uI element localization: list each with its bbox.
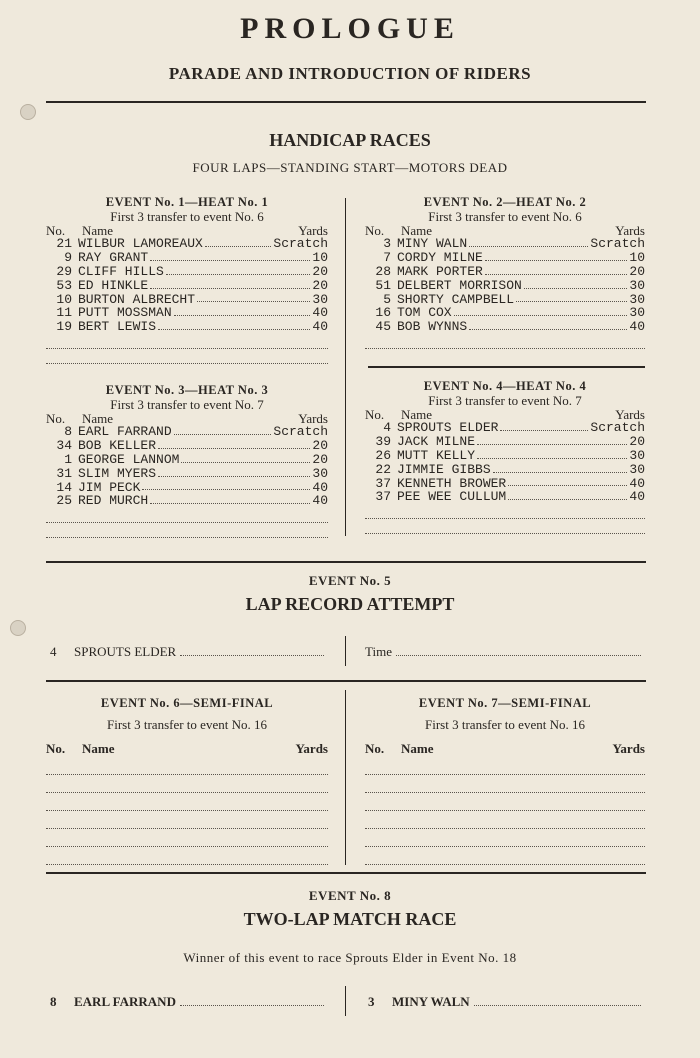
semifinal-title: EVENT No. 6—SEMI-FINAL	[100, 696, 274, 710]
rider-no: 11	[56, 305, 72, 321]
divider-top	[46, 101, 646, 103]
dot-leader	[508, 490, 627, 500]
column-no: No.	[46, 410, 66, 426]
rider-yards: 20	[312, 277, 328, 293]
rider-yards: 30	[629, 447, 645, 463]
blank-entry-line	[46, 831, 328, 847]
heat-transfer-note: First 3 transfer to event No. 6	[110, 208, 264, 224]
rider-row	[365, 237, 645, 251]
rider-yards: 30	[629, 277, 645, 293]
dot-leader	[493, 463, 628, 473]
heat-title: EVENT No. 4—HEAT No. 4	[423, 379, 587, 393]
rider-row	[46, 320, 328, 334]
rider-name: CLIFF HILLS	[78, 263, 164, 279]
semifinal-transfer-note: First 3 transfer to event No. 16	[107, 717, 267, 732]
heat-2	[365, 196, 645, 349]
dot-leader	[469, 320, 627, 330]
rider-yards: Scratch	[590, 420, 645, 436]
rider-name: JIM PECK	[78, 479, 141, 495]
rider-yards: Scratch	[273, 236, 328, 252]
heat-3	[46, 384, 328, 538]
rider-name: WILBUR LAMOREAUX	[78, 236, 203, 252]
rider-row	[365, 293, 645, 307]
dot-leader	[181, 453, 310, 463]
rider-yards: 20	[312, 263, 328, 279]
blank-entry-line	[46, 777, 328, 793]
event8-right-leader	[474, 994, 641, 1006]
rider-name: EARL FARRAND	[78, 424, 172, 440]
divider-event8-vertical	[345, 986, 346, 1016]
handicap-title: HANDICAP RACES	[269, 130, 431, 150]
column-yards: Yards	[615, 406, 645, 422]
heat-4	[365, 380, 645, 534]
blank-entry-line	[365, 813, 645, 829]
dot-leader	[166, 265, 311, 275]
rider-yards: 10	[629, 250, 645, 266]
rider-row	[46, 237, 328, 251]
rider-no: 7	[383, 250, 391, 266]
blank-entry-line	[46, 510, 328, 523]
rider-name: PUTT MOSSMAN	[78, 305, 172, 321]
rider-yards: 30	[629, 291, 645, 307]
rider-name: GEORGE LANNOM	[78, 451, 180, 467]
event8-right-name: MINY WALN	[392, 994, 470, 1009]
blank-entry-line	[365, 521, 645, 534]
blank-entry-line	[46, 813, 328, 829]
rider-yards: 10	[312, 250, 328, 266]
rider-yards: 30	[312, 291, 328, 307]
blank-entry-line	[365, 795, 645, 811]
rider-row	[365, 435, 645, 449]
event8-right-entry	[368, 994, 645, 1010]
column-name: Name	[401, 222, 433, 238]
rider-no: 51	[375, 277, 391, 293]
rider-row	[365, 490, 645, 504]
rider-row	[46, 425, 328, 439]
blank-entry-line	[365, 336, 645, 349]
event5-rider-leader	[180, 644, 324, 656]
divider-event5-vertical	[345, 636, 346, 666]
event5-label: EVENT No. 5	[308, 573, 392, 588]
dot-leader	[469, 237, 588, 247]
dot-leader	[158, 467, 310, 477]
rider-yards: 40	[629, 489, 645, 505]
rider-row	[365, 421, 645, 435]
rider-no: 53	[56, 277, 72, 293]
dot-leader	[150, 494, 310, 504]
rider-yards: 20	[629, 263, 645, 279]
rider-no: 31	[56, 465, 72, 481]
rider-no: 10	[56, 291, 72, 307]
divider-heats-vertical	[345, 198, 346, 536]
rider-no: 21	[56, 236, 72, 252]
heat-1	[46, 196, 328, 364]
column-name: Name	[401, 406, 433, 422]
event5-rider-name: SPROUTS ELDER	[74, 644, 177, 659]
heat-column-headers	[365, 408, 645, 422]
column-no: No.	[365, 406, 385, 422]
blank-entry-line	[46, 759, 328, 775]
heat-transfer-note: First 3 transfer to event No. 6	[428, 208, 582, 224]
blank-entry-line	[365, 777, 645, 793]
rider-name: ED HINKLE	[78, 277, 149, 293]
blank-entry-line	[365, 759, 645, 775]
rider-yards: 40	[312, 493, 328, 509]
rider-yards: Scratch	[590, 236, 645, 252]
rider-name: BERT LEWIS	[78, 319, 157, 335]
rider-row	[365, 251, 645, 265]
column-no: No.	[46, 222, 66, 238]
rider-no: 37	[375, 489, 391, 505]
event5-time-entry	[365, 644, 645, 660]
column-yards: Yards	[612, 741, 645, 756]
column-name: Name	[82, 741, 115, 756]
divider-heats-middle	[368, 366, 645, 368]
dot-leader	[150, 251, 310, 261]
rider-no: 16	[375, 305, 391, 321]
rider-row	[365, 477, 645, 491]
column-yards: Yards	[615, 222, 645, 238]
dot-leader	[524, 279, 628, 289]
rider-yards: 40	[312, 305, 328, 321]
heat-title: EVENT No. 2—HEAT No. 2	[423, 195, 587, 209]
heat-transfer-note: First 3 transfer to event No. 7	[428, 392, 582, 408]
semifinal-column-headers	[46, 741, 328, 757]
event5-title: LAP RECORD ATTEMPT	[245, 594, 455, 614]
blank-entry-line	[46, 351, 328, 364]
column-name: Name	[82, 410, 114, 426]
divider-semis-vertical	[345, 690, 346, 865]
rider-yards: 30	[629, 461, 645, 477]
rider-yards: 40	[312, 479, 328, 495]
event5-rider-entry	[50, 644, 328, 660]
rider-name: PEE WEE CULLUM	[397, 489, 507, 505]
rider-yards: 40	[629, 475, 645, 491]
rider-name: DELBERT MORRISON	[397, 277, 522, 293]
dot-leader	[197, 293, 310, 303]
rider-row	[46, 467, 328, 481]
heat-title: EVENT No. 1—HEAT No. 1	[105, 195, 269, 209]
rider-row	[46, 481, 328, 495]
rider-name: MINY WALN	[397, 236, 468, 252]
event8-left-entry	[50, 994, 328, 1010]
rider-no: 45	[375, 319, 391, 335]
divider-event5-top	[46, 561, 646, 563]
rider-row	[46, 279, 328, 293]
rider-no: 5	[383, 291, 391, 307]
dot-leader	[174, 306, 311, 316]
heat-title: EVENT No. 3—HEAT No. 3	[105, 383, 269, 397]
rider-name: SLIM MYERS	[78, 465, 157, 481]
event5-time-label: Time	[365, 644, 392, 659]
rider-row	[46, 265, 328, 279]
rider-yards: 30	[312, 465, 328, 481]
rider-name: CORDY MILNE	[397, 250, 483, 266]
divider-semis-top	[46, 680, 646, 682]
dot-leader	[158, 320, 310, 330]
semifinal-column-headers	[365, 741, 645, 757]
divider-event8-top	[46, 872, 646, 874]
blank-entry-line	[365, 831, 645, 847]
rider-name: BOB WYNNS	[397, 319, 468, 335]
rider-name: RED MURCH	[78, 493, 149, 509]
rider-no: 22	[375, 461, 391, 477]
event8-title: TWO-LAP MATCH RACE	[243, 909, 457, 929]
column-yards: Yards	[295, 741, 328, 756]
column-name: Name	[401, 741, 434, 756]
page-title: PROLOGUE	[240, 12, 460, 45]
event8-left-name: EARL FARRAND	[74, 994, 176, 1009]
dot-leader	[142, 481, 310, 491]
rider-name: TOM COX	[397, 305, 452, 321]
rider-name: BOB KELLER	[78, 438, 157, 454]
semifinal-transfer-note: First 3 transfer to event No. 16	[425, 717, 585, 732]
rider-row	[46, 494, 328, 508]
dot-leader	[485, 251, 628, 261]
blank-entry-line	[46, 336, 328, 349]
event5-time-leader	[396, 644, 641, 656]
dot-leader	[516, 293, 627, 303]
event8-label: EVENT No. 8	[308, 888, 392, 903]
heat-column-headers	[365, 224, 645, 238]
rider-row	[46, 293, 328, 307]
event8-left-leader	[180, 994, 324, 1006]
column-name: Name	[82, 222, 114, 238]
column-yards: Yards	[298, 222, 328, 238]
semifinal-title: EVENT No. 7—SEMI-FINAL	[418, 696, 592, 710]
column-no: No.	[46, 741, 66, 756]
dot-leader	[500, 421, 588, 431]
rider-name: JIMMIE GIBBS	[397, 461, 491, 477]
rider-no: 26	[375, 447, 391, 463]
dot-leader	[508, 477, 627, 487]
rider-row	[365, 279, 645, 293]
rider-no: 3	[383, 236, 391, 252]
rider-row	[46, 251, 328, 265]
rider-no: 37	[375, 475, 391, 491]
column-yards: Yards	[298, 410, 328, 426]
blank-entry-line	[46, 795, 328, 811]
rider-row	[365, 265, 645, 279]
semifinal-2	[365, 696, 645, 865]
rider-row	[46, 306, 328, 320]
blank-entry-line	[46, 849, 328, 865]
rider-yards: 30	[629, 305, 645, 321]
dot-leader	[454, 306, 628, 316]
rider-name: SHORTY CAMPBELL	[397, 291, 515, 307]
column-no: No.	[365, 741, 385, 756]
rider-yards: 20	[312, 451, 328, 467]
rider-no: 28	[375, 263, 391, 279]
event8-note: Winner of this event to race Sprouts Elder in Event No. 18	[183, 950, 517, 965]
dot-leader	[158, 439, 310, 449]
rider-no: 29	[56, 263, 72, 279]
rider-no: 25	[56, 493, 72, 509]
event5-rider-no: 4	[50, 644, 57, 659]
dot-leader	[477, 435, 627, 445]
heat-column-headers	[46, 224, 328, 238]
rider-no: 34	[56, 438, 72, 454]
rider-no: 8	[64, 424, 72, 440]
heat-transfer-note: First 3 transfer to event No. 7	[110, 396, 264, 412]
dot-leader	[150, 279, 310, 289]
handicap-subtitle: FOUR LAPS—STANDING START—MOTORS DEAD	[192, 160, 508, 175]
column-no: No.	[365, 222, 385, 238]
rider-row	[365, 449, 645, 463]
rider-no: 14	[56, 479, 72, 495]
rider-row	[365, 320, 645, 334]
rider-yards: 40	[629, 319, 645, 335]
rider-row	[46, 439, 328, 453]
semifinal-1	[46, 696, 328, 865]
rider-yards: 20	[629, 434, 645, 450]
rider-row	[46, 453, 328, 467]
rider-name: RAY GRANT	[78, 250, 149, 266]
rider-no: 1	[64, 451, 72, 467]
dot-leader	[205, 237, 272, 247]
rider-name: BURTON ALBRECHT	[78, 291, 196, 307]
rider-name: MUTT KELLY	[397, 447, 476, 463]
rider-yards: Scratch	[273, 424, 328, 440]
page-subtitle: PARADE AND INTRODUCTION OF RIDERS	[168, 64, 532, 83]
rider-yards: 20	[312, 438, 328, 454]
binder-hole-top	[20, 104, 36, 120]
event8-left-no: 8	[50, 994, 57, 1009]
rider-no: 4	[383, 420, 391, 436]
event8-right-no: 3	[368, 994, 375, 1009]
blank-entry-line	[365, 849, 645, 865]
rider-name: JACK MILNE	[397, 434, 476, 450]
rider-no: 39	[375, 434, 391, 450]
rider-row	[365, 306, 645, 320]
heat-column-headers	[46, 412, 328, 426]
blank-entry-line	[46, 525, 328, 538]
dot-leader	[485, 265, 628, 275]
rider-name: SPROUTS ELDER	[397, 420, 499, 436]
dot-leader	[174, 425, 272, 435]
dot-leader	[477, 449, 627, 459]
rider-row	[365, 463, 645, 477]
rider-name: KENNETH BROWER	[397, 475, 507, 491]
rider-yards: 40	[312, 319, 328, 335]
blank-entry-line	[365, 506, 645, 519]
rider-no: 19	[56, 319, 72, 335]
rider-name: MARK PORTER	[397, 263, 483, 279]
rider-no: 9	[64, 250, 72, 266]
binder-hole-middle	[10, 620, 26, 636]
